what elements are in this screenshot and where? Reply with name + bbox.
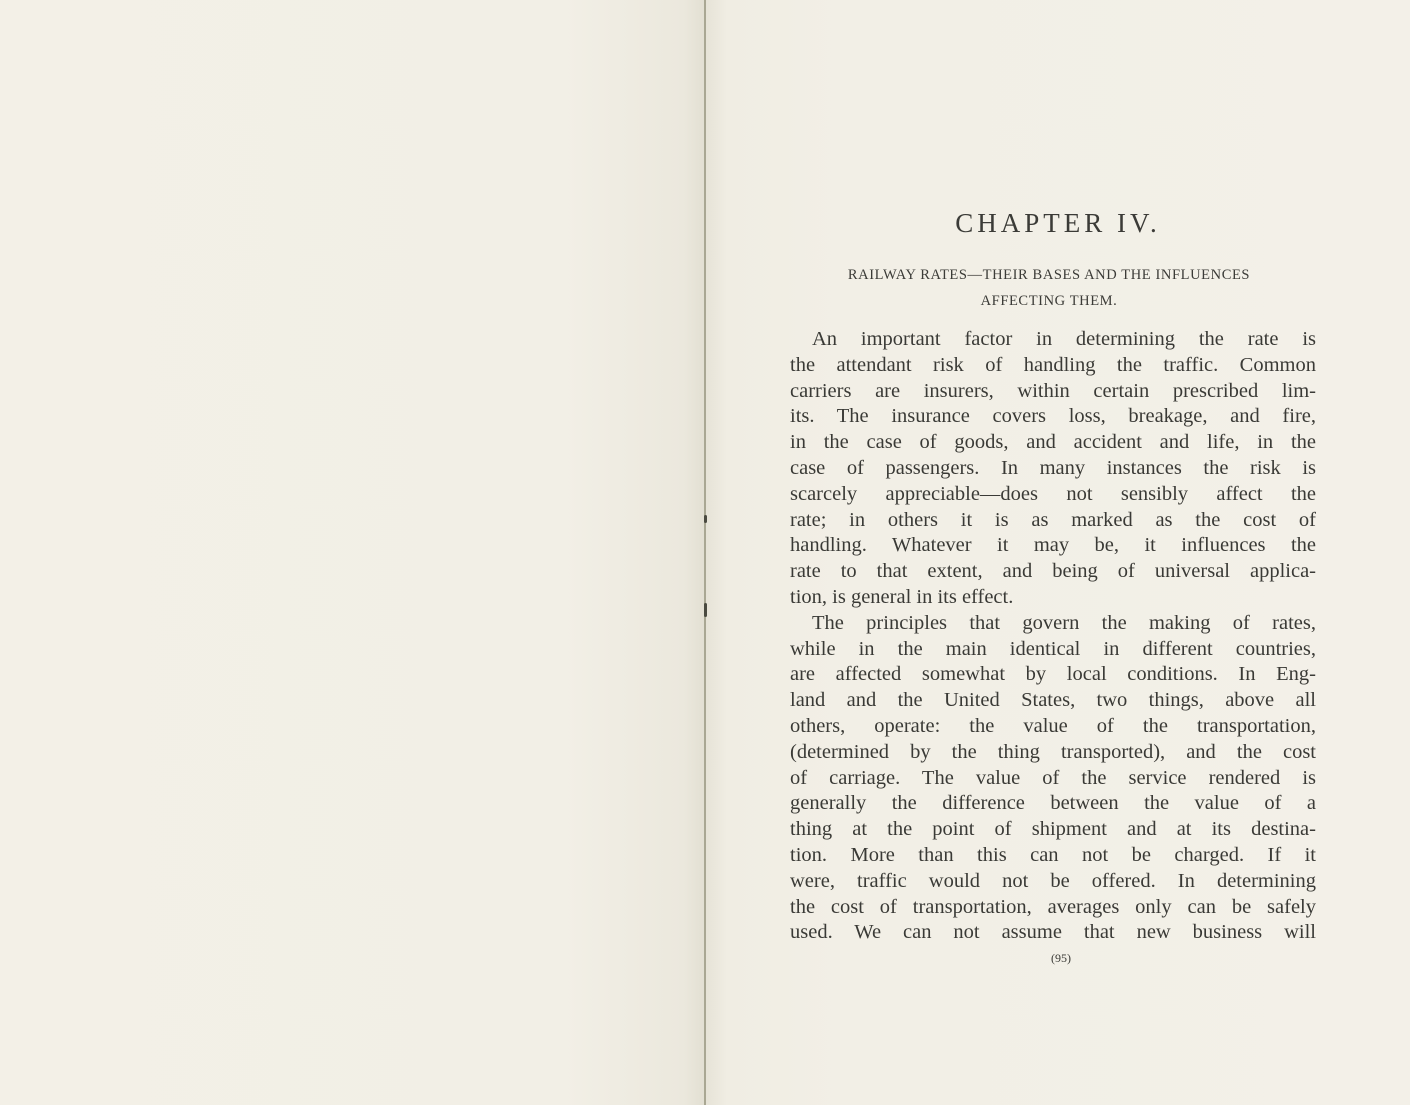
text-line: generally the difference between the value of a xyxy=(790,792,1316,815)
text-line: tion, is general in its effect. xyxy=(790,585,1014,608)
binding-thread-mark xyxy=(704,603,707,617)
text-line: of carriage. The value of the service rendered is xyxy=(790,766,1316,789)
text-line: the attendant risk of handling the traffic. Common xyxy=(790,353,1316,376)
text-line: (determined by the thing transported), and the cost xyxy=(790,740,1316,763)
text-line: carriers are insurers, within certain prescribed lim- xyxy=(790,379,1316,402)
text-line: rate to that extent, and being of universal applica- xyxy=(790,560,1316,583)
text-line: are affected somewhat by local conditions. In Eng- xyxy=(790,663,1316,686)
text-line: The principles that govern the making of rates, xyxy=(812,611,1316,634)
text-line: its. The insurance covers loss, breakage, and fire, xyxy=(790,405,1316,428)
text-line: land and the United States, two things, above all xyxy=(790,689,1316,712)
subtitle-line: AFFECTING THEM. xyxy=(980,293,1118,309)
text-line: while in the main identical in different countries, xyxy=(790,637,1316,660)
text-line: handling. Whatever it may be, it influences the xyxy=(790,534,1316,557)
text-line: the cost of transportation, averages only can be safely xyxy=(790,895,1316,918)
text-line: were, traffic would not be offered. In determining xyxy=(790,869,1316,892)
paragraph-1 xyxy=(790,327,1316,611)
chapter-title: CHAPTER IV. xyxy=(955,208,1161,238)
subtitle-line: RAILWAY RATES—THEIR BASES AND THE INFLUENCES xyxy=(847,267,1251,283)
text-line: in the case of goods, and accident and life, in the xyxy=(790,431,1316,454)
page-number: (95) xyxy=(1051,951,1071,965)
chapter-subtitle xyxy=(786,262,1312,314)
book-spine-gutter xyxy=(704,0,706,1105)
text-line: thing at the point of shipment and at its destina- xyxy=(790,818,1316,841)
text-line: others, operate: the value of the transportation, xyxy=(790,714,1316,737)
body-text xyxy=(790,327,1316,946)
text-line: case of passengers. In many instances the risk is xyxy=(790,456,1316,479)
text-line: An important factor in determining the rate is xyxy=(812,328,1316,350)
text-line: scarcely appreciable—does not sensibly affect the xyxy=(790,482,1316,505)
binding-thread-mark xyxy=(704,515,707,523)
text-line: rate; in others it is as marked as the cost of xyxy=(790,508,1316,531)
paragraph-2 xyxy=(790,611,1316,946)
text-line: tion. More than this can not be charged. If it xyxy=(790,843,1316,866)
text-line: used. We can not assume that new business will xyxy=(790,921,1316,944)
